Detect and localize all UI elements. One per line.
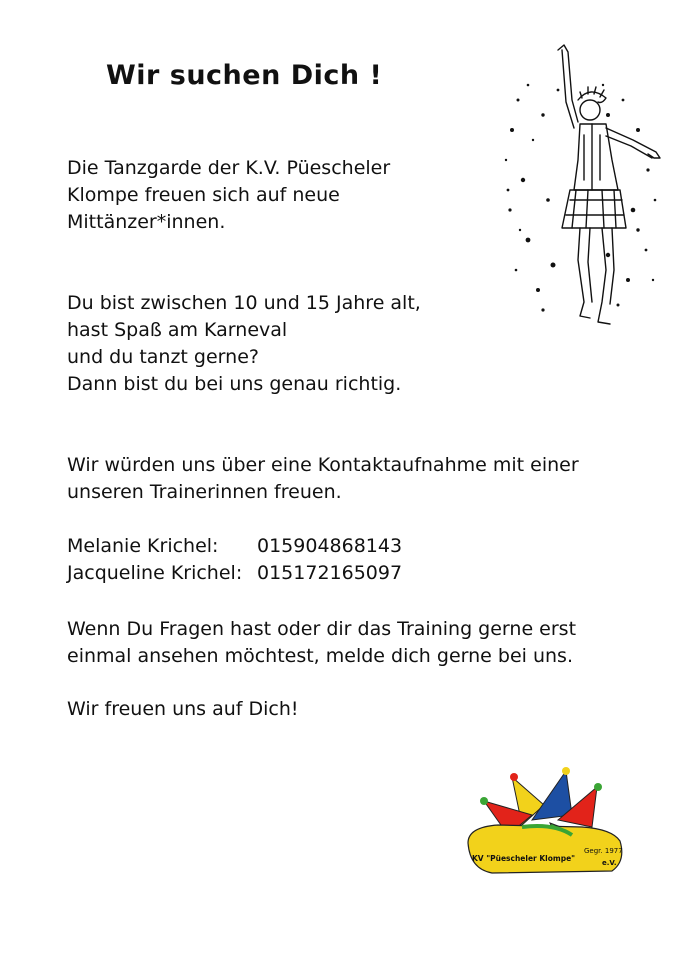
- contact-intro-line: unseren Trainerinnen freuen.: [67, 481, 342, 503]
- club-logo: [462, 765, 632, 885]
- intro-line: Die Tanzgarde der K.V. Püescheler: [67, 157, 391, 179]
- requirements-line: Du bist zwischen 10 und 15 Jahre alt,: [67, 292, 421, 314]
- closing-text: Wir freuen uns auf Dich!: [67, 698, 299, 720]
- logo-ev: e.V.: [602, 859, 617, 867]
- contact-phone[interactable]: 015904868143: [257, 535, 403, 557]
- requirements-line: Dann bist du bei uns genau richtig.: [67, 373, 402, 395]
- contact-row: [67, 533, 402, 560]
- intro-line: Mittänzer*innen.: [67, 211, 226, 233]
- requirements-line: und du tanzt gerne?: [67, 346, 259, 368]
- intro-line: Klompe freuen sich auf neue: [67, 184, 340, 206]
- logo-name: KV "Püescheler Klompe": [472, 854, 576, 863]
- page-title: Wir suchen Dich !: [106, 60, 383, 91]
- intro-paragraph: [67, 155, 390, 236]
- contact-list: [67, 533, 402, 587]
- contact-name: Melanie Krichel:: [67, 535, 219, 557]
- contact-intro-paragraph: [67, 452, 579, 506]
- contact-name: Jacqueline Krichel:: [67, 562, 243, 584]
- requirements-paragraph: [67, 290, 421, 398]
- contact-phone[interactable]: 015172165097: [257, 562, 403, 584]
- contact-intro-line: Wir würden uns über eine Kontaktaufnahme mit einer: [67, 454, 579, 476]
- questions-line: Wenn Du Fragen hast oder dir das Training gerne erst: [67, 618, 577, 640]
- logo-founded: Gegr. 1977: [584, 847, 623, 855]
- questions-line: einmal ansehen möchtest, melde dich gerne bei uns.: [67, 645, 573, 667]
- questions-paragraph: [67, 616, 576, 670]
- dancer-illustration: [498, 40, 663, 330]
- requirements-line: hast Spaß am Karneval: [67, 319, 288, 341]
- contact-row: [67, 560, 402, 587]
